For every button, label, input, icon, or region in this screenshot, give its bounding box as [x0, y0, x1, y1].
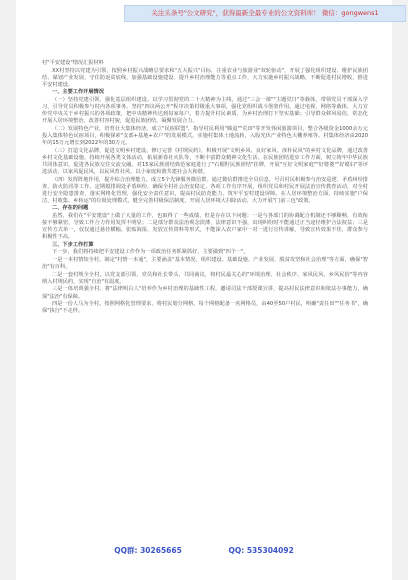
section-heading: 三、下步工作打算	[52, 241, 94, 248]
body-paragraph: 二是一套村规全全村。以党支部引领，党员和社长带头，共同商议，将村民最关心的"环境治理、社会秩序、家风民风、乡风民俗"等内容纳入村规民约，实现"自治"有温度。	[42, 271, 368, 285]
body-paragraph: 一是一本村情知全村。制定"村情一本通"，主要涵盖"基本情况、组织建设、基础设施、产业发展、脱贫攻坚和社会治理"等方面，确保"智治"有百科。	[42, 257, 368, 271]
footer-qq: QQ: 535304092	[228, 546, 294, 555]
body-paragraph: （四）发挥阵地作用，提升综合治理能力。成立5个先锋服务微信群。通过微信群推送全员信息，号召村民积极参与治安巡逻、矛盾纠纷排查、防火防汛等工作。定期摸排调处矛盾纠纷，确保全村社会治安稳定、各项工作有序开展，组织党员和村民开展法治宣传教育活动，对全村进行安全隐患排查，落实网格化管理，强化安全责任意识，提高村民防范能力，筑牢平安村建设屏障。在人居环境整治方面，持续实施"户保洁、村收集、乡转运"的垃圾处理模式，健全完善村级保洁制度，开展人居环境大扫除活动，大力开展"门前三包"政策。	[42, 176, 368, 204]
body-paragraph: （一）坚持党建引领，强化基层组织建设。以学习贯彻党的二十大精神为主线，通过"三会一课""主题党日"等载体，带领党员干部深入学习，引导党员积极参与村内各项事务。坚持"四议两公开"程序决策村级重大事项，强化党组织战斗堡垒作用。通过电视、网络等载体，大力宣传党中央关于乡村振兴的各项政策，把中央精神传达到每家每户。着力提升村民素质，为乡村治理打下坚实基础；引导群众移风易俗，常态化开展人居环境整治，改善村容村貌，促进民族团结，凝聚发展合力。	[42, 96, 368, 125]
document-title: 村"平安建设"情况汇报材料	[42, 60, 104, 66]
body-paragraph: 虽然，我们在"平安建设"上做了大量的工作，也取得了一些成绩，但是存在以下问题：一是与各部门的协调配合机制还不够顺畅，有效衔接不够紧密，导致工作合力作用发挥不明显；二是部分群众法治观念淡薄，法律意识不强，出现纠纷时不能通过正当途径维护合法权益；三是宣传方式单一，仅仅通过悬挂横幅、张贴海报、发放宣传资料等形式，不能深入农户家中一对一进行宣传讲解，导致宣传效果不佳，群众参与积极性不高。	[42, 212, 368, 241]
body-paragraph: XX村坚持以党建为引领，按照乡村振兴战略总要求和"五大振兴"目标，注重农业与旅游业"双轮驱动"，开展了强化组织建设、维护民族团结、谋划产业发展、守住防返贫底线、加强基础设施建设、提升乡村治理能力等重点工作，大力实施乡村振兴战略，不断促进村民增收，推进平安村建设。	[42, 67, 368, 88]
document-body	[42, 60, 368, 316]
body-paragraph: 四是一份人马为全村。按照网格化管理要求，将村民划分网格，每个网格配备一名网格员，由40至50户村民，明确"责任田""任务书"，确保"执行"不走样。	[42, 301, 368, 315]
body-paragraph: 三是一体培训强全村。将"法律明白人"培养作为乡村治理的基础性工程，邀请司法干部授课宣讲，提高村民法律意识和依法办事能力，确保"法治"有保障。	[42, 286, 368, 300]
footer-qq-group: QQ群: 30265665	[114, 546, 182, 555]
body-paragraph: 下一步，我们将持续把平安建设工作作为一项政治任务抓紧抓好，主要做到"四个一"。	[52, 249, 249, 256]
promo-banner[interactable]: 关注头条号"公文研究"，获得最新全最专业的公文资料库！ 微信：gongwens1	[124, 5, 406, 22]
body-paragraph: （三）打造文化品牌，促进文明乡村建设。修订完善《村规民约》，积极开展"文明乡风、良好家风、淳朴民风"的乡村文化品牌，通过改善乡村文化基础设施，持续开展各类文体活动，拓展新春社火队等，不断丰富群众精神文化生活。在民族团结进步工作方面，树立铸牢中华民族共同体意识，促进各民族交往交流交融。对15家民族团结典范家庭进行了"石榴籽民族团结"挂牌，开展"互好文明家庭""好婆婆""好媳妇"等评选活动，以家风促民风，以民风育社风，以小家庭和谐共建社会大和谐。	[42, 147, 368, 175]
document-page	[16, 0, 392, 580]
section-heading: 二、存在的问题	[52, 205, 89, 212]
footer-contact	[16, 545, 392, 556]
body-paragraph: （二）发展特色产业，培育壮大集体经济。成立"民宿联盟"，指导村民利用"腾退""荒田"等开发休闲旅游项目，整合各级资金1000余万元投入集体特色民宿项目，积极探索"支部+基地+农户"的发展模式，实施村集体土地流转，入股光伏产业特色大棚养殖等。村集体经济由2020年的15万元增长到2022年的30万元。	[42, 125, 368, 147]
section-heading: 一、主要工作开展情况	[52, 89, 104, 96]
